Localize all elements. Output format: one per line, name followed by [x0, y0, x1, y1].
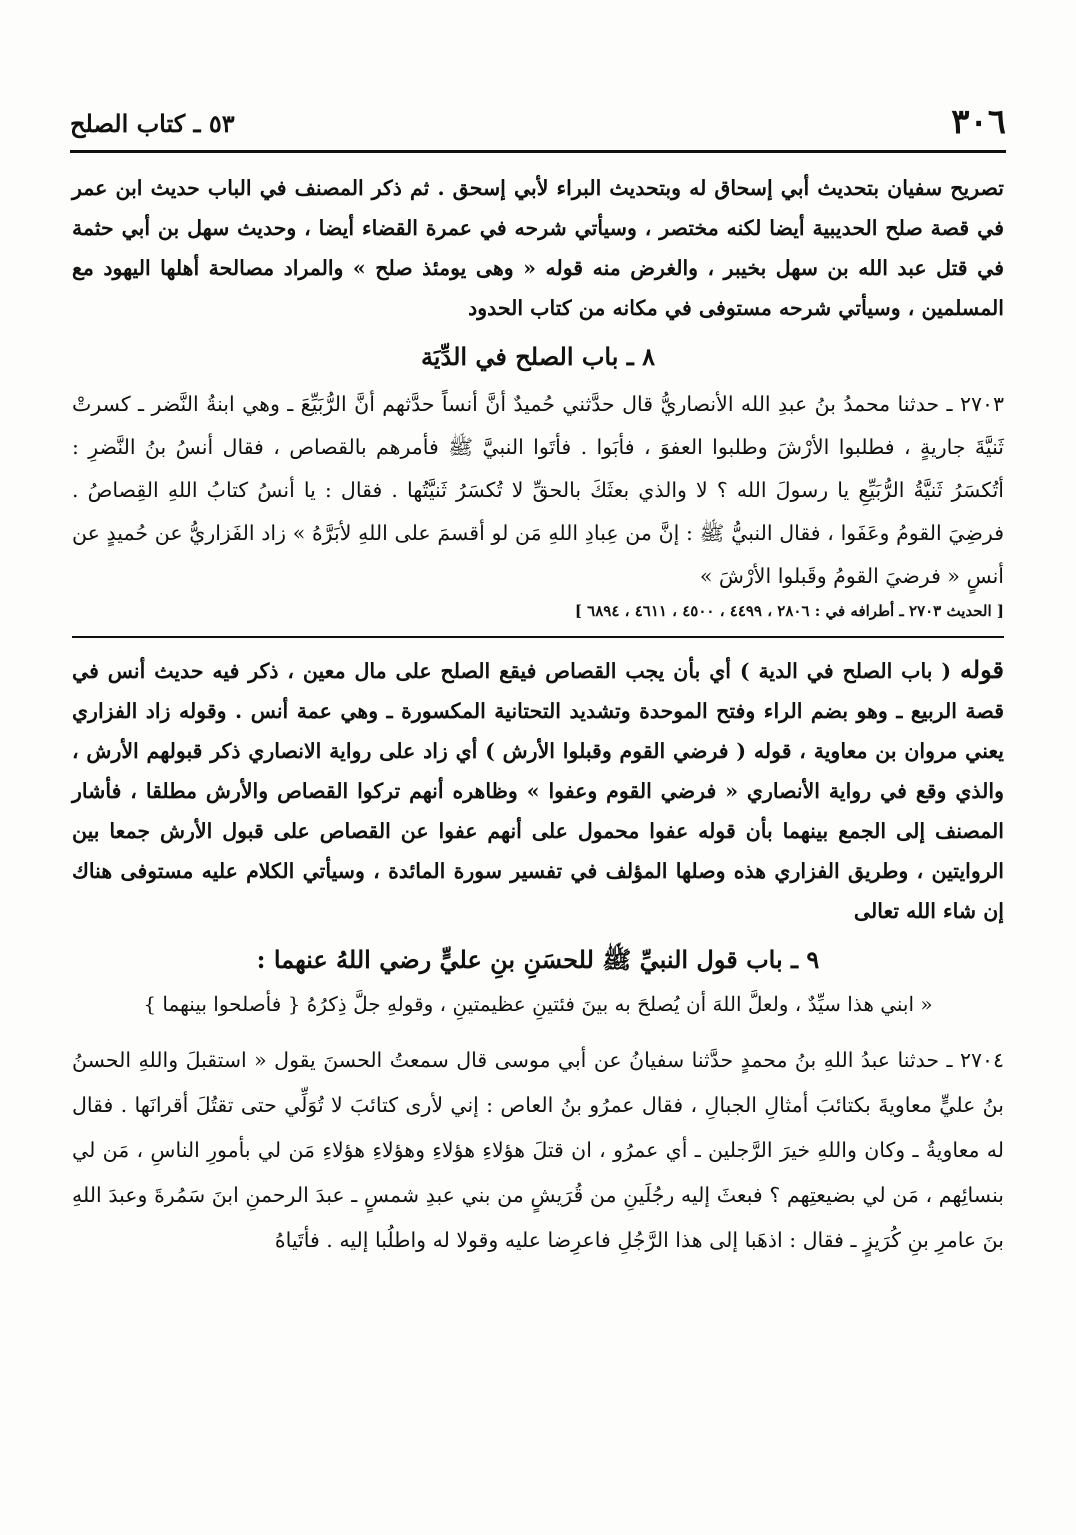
- hadith-2703-refs: [ الحديث ٢٧٠٣ ـ أطرافه في : ٢٨٠٦ ، ٤٤٩٩ ، ٤٥٠٠ ، ٤٦١١ ، ٦٨٩٤ ]: [574, 602, 1004, 620]
- chapter-9-heading: ٩ ـ باب قول النبيِّ ﷺ للحسَنِ بنِ عليٍّ رضي اللهُ عنهما :: [256, 945, 820, 974]
- page-content: [72, 168, 1004, 1263]
- divider: [72, 636, 1004, 638]
- page-number: ٣٠٦: [951, 102, 1006, 142]
- commentary-text: ( باب الصلح في الدية ) أي بأن يجب القصاص فيقع الصلح على مال معين ، ذكر فيه حديث أنس في قصة الربيع ـ وهو بضم الراء وفتح الموحدة وتشديد التحتانية المكسورة ـ وهي عمة أنس . وقوله زاد الفزاري يعني مروان بن معاوية ، قوله ( فرضي القوم وقبلوا الأرش ) أي زاد على رواية الانصاري ذكر قبولهم الأرش ، والذي وقع في رواية الأنصاري « فرضي القوم وعفوا » وظاهره أنهم تركوا القصاص والأرش مطلقا ، فأشار المصنف إلى الجمع بينهما بأن قوله عفوا محمول على أنهم عفوا عن القصاص على قبول الأرش جمعا بين الروايتين ، وطريق الفزاري هذه وصلها المؤلف في تفسير سورة المائدة ، وسيأتي الكلام عليه مستوفى هناك إن شاء الله تعالى: [72, 659, 1004, 923]
- chapter-9-quote: « ابني هذا سيِّدٌ ، ولعلَّ اللهَ أن يُصلحَ به بينَ فئتينِ عظيمتينِ ، وقولهِ جلَّ ذِكرُهُ { فأصلحوا بينهما }: [143, 992, 933, 1016]
- book-title: ٥٣ ـ كتاب الصلح: [70, 109, 235, 138]
- page-header: [70, 88, 1006, 153]
- intro-paragraph: تصريح سفيان بتحديث أبي إسحاق له وبتحديث البراء لأبي إسحق . ثم ذكر المصنف في الباب حديث ابن عمر في قصة صلح الحديبية أيضا لكنه مختصر ، وسيأتي شرحه في عمرة القضاء أيضا ، وحديث سهل بن أبي حثمة في قتل عبد الله بن سهل بخيبر ، والغرض منه قوله « وهى يومئذ صلح » والمراد مصالحة أهلها اليهود مع المسلمين ، وسيأتي شرحه مستوفى في مكانه من كتاب الحدود: [72, 176, 1004, 320]
- hadith-2704: ٢٧٠٤ ـ حدثنا عبدُ اللهِ بنُ محمدٍ حدَّثنا سفيانُ عن أبي موسى قال سمعتُ الحسنَ يقول « استقبلَ واللهِ الحسنُ بنُ عليٍّ معاويةَ بكتائبَ أمثالِ الجبالِ ، فقال عمرُو بنُ العاص : إني لأرى كتائبَ لا تُوَلِّي حتى تقتُلَ أقرانَها . فقال له معاويةُ ـ وكان واللهِ خيرَ الرَّجلين ـ أي عمرُو ، ان قتلَ هؤلاءِ هؤلاءِ وهؤلاءِ هؤلاءِ مَن لي بأمورِ الناسِ ، مَن لي بنسائِهم ، مَن لي بضيعتِهم ؟ فبعثَ إليه رجُلَينِ من قُرَيشٍ من بني عبدِ شمسٍ ـ عبدَ الرحمنِ ابنَ سَمُرةَ وعبدَ اللهِ بنَ عامرِ بنِ كُرَيزٍ ـ فقال : اذهَبا إلى هذا الرَّجُلِ فاعرِضا عليه وقولا له واطلُبا إليه . فأتَياهُ: [72, 1048, 1004, 1252]
- hadith-2703: ٢٧٠٣ ـ حدثنا محمدُ بنُ عبدِ الله الأنصاريُّ قال حدَّثني حُميدٌ أنَّ أنساً حدَّثهم أنَّ الرُّبَيِّعَ ـ وهي ابنةُ النَّضر ـ كسرتْ ثَنيَّةَ جاريةٍ ، فطلبوا الأرْشَ وطلبوا العفوَ ، فأبَوا . فأتَوا النبيَّ ﷺ فأمرهم بالقصاص ، فقال أنسُ بنُ النَّضرِ : أتُكسَرُ ثَنيَّةُ الرُّبَيِّعِ يا رسولَ الله ؟ لا والذي بعثَكَ بالحقِّ لا تُكسَرُ ثَنيَّتُها . فقال : يا أنسُ كتابُ اللهِ القِصاصُ . فرضِيَ القومُ وعَفَوا ، فقال النبيُّ ﷺ : إنَّ من عِبادِ اللهِ مَن لو أقسمَ على اللهِ لأبَرَّهُ » زاد الفَزاريُّ عن حُميدٍ عن أنسٍ « فرضيَ القومُ وقَبلوا الأرْشَ »: [72, 392, 1004, 588]
- commentary-lead: قوله: [959, 655, 1004, 684]
- commentary-paragraph: [72, 650, 1004, 931]
- chapter-8-heading: ٨ ـ باب الصلح في الدِّيَة: [420, 342, 656, 371]
